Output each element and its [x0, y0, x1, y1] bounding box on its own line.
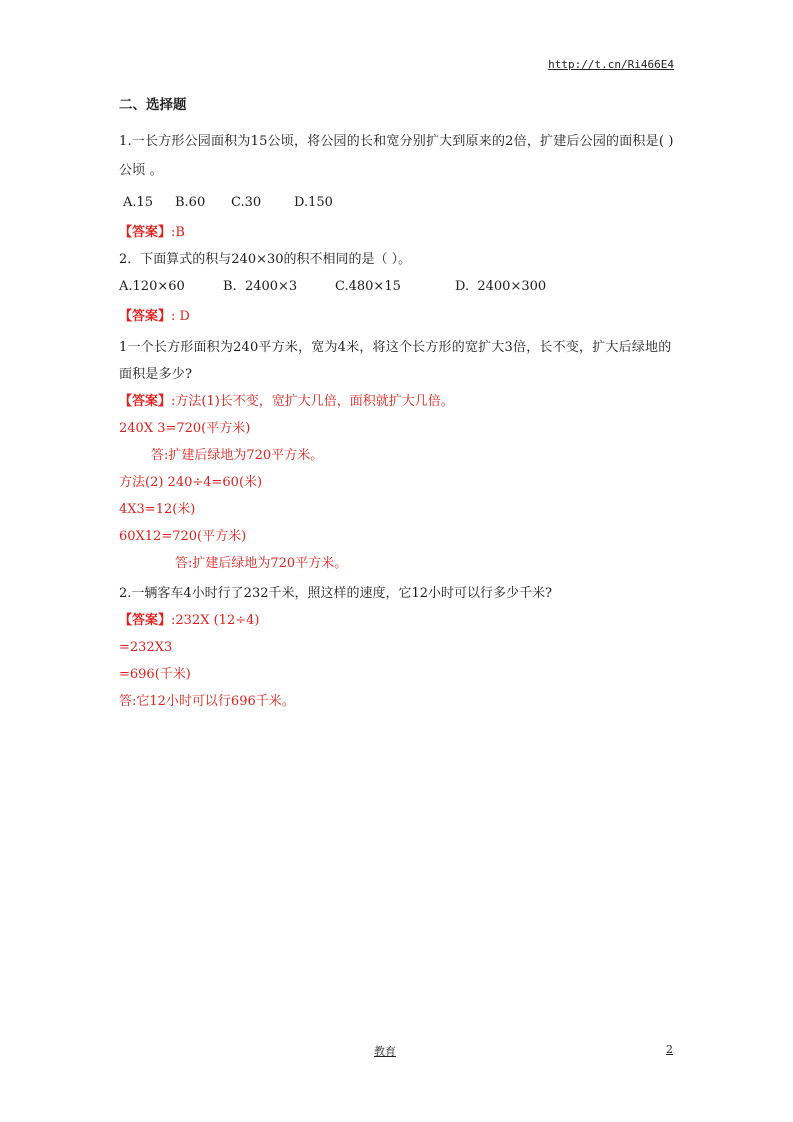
footer-center-text: 教育 [374, 1045, 396, 1058]
answer-value: :B [171, 225, 185, 240]
answer-label: 【答案】 [119, 309, 172, 324]
answer-label: 【答案】 [119, 613, 172, 628]
answer-line: :232X (12÷4) [171, 613, 260, 628]
q1-option-d: D.150 [294, 195, 333, 210]
answer-line: :方法(1)长不变，宽扩大几倍，面积就扩大几倍。 [171, 394, 454, 409]
document-content [119, 95, 679, 715]
problem-1-text: 1一个长方形面积为240平方米，宽为4米，将这个长方形的宽扩大3倍，长不变，扩大后绿地的面积是多少? [119, 340, 672, 382]
answer-line: 4X3=12(米) [119, 502, 196, 517]
q1-option-a: A.15 [123, 195, 154, 210]
answer-line: =696(千米) [119, 667, 191, 682]
question-1-text: 1.一长方形公园面积为15公顷，将公园的长和宽分别扩大到原来的2倍，扩建后公园的面积是( )公顷 。 [119, 134, 674, 178]
answer-line: 240X 3=720(平方米) [119, 421, 251, 436]
answer-line: 答:扩建后绿地为720平方米。 [175, 556, 348, 571]
answer-line: 答:扩建后绿地为720平方米。 [151, 448, 324, 463]
problem-2-answer [119, 607, 679, 715]
problem-1-answer [119, 388, 679, 577]
section-title: 二、选择题 [119, 97, 187, 113]
answer-value: : D [171, 309, 190, 324]
question-1-answer [119, 223, 679, 243]
question-2-options [119, 277, 679, 297]
answer-line: 答:它12小时可以行696千米。 [119, 694, 295, 709]
q1-option-b: B.60 [175, 195, 206, 210]
answer-line: =232X3 [119, 640, 173, 655]
answer-line: 60X12=720(平方米) [119, 529, 247, 544]
answer-label: 【答案】 [119, 225, 172, 240]
question-1-options [119, 193, 679, 213]
question-2-answer [119, 307, 679, 327]
q2-option-d: D. 2400×300 [455, 279, 547, 294]
q1-option-c: C.30 [231, 195, 262, 210]
q2-option-a: A.120×60 [119, 279, 185, 294]
problem-2-text: 2.一辆客车4小时行了232千米，照这样的速度，它12小时可以行多少千米? [119, 586, 552, 601]
question-2-text: 2．下面算式的积与240×30的积不相同的是（ ）。 [119, 252, 412, 267]
page-number: 2 [666, 1043, 673, 1056]
answer-label: 【答案】 [119, 394, 172, 409]
answer-line: 方法(2) 240÷4=60(米) [119, 475, 263, 490]
q2-option-b: B. 2400×3 [223, 279, 298, 294]
q2-option-c: C.480×15 [335, 279, 401, 294]
header-url-link[interactable]: http://t.cn/Ri466E4 [548, 58, 674, 71]
